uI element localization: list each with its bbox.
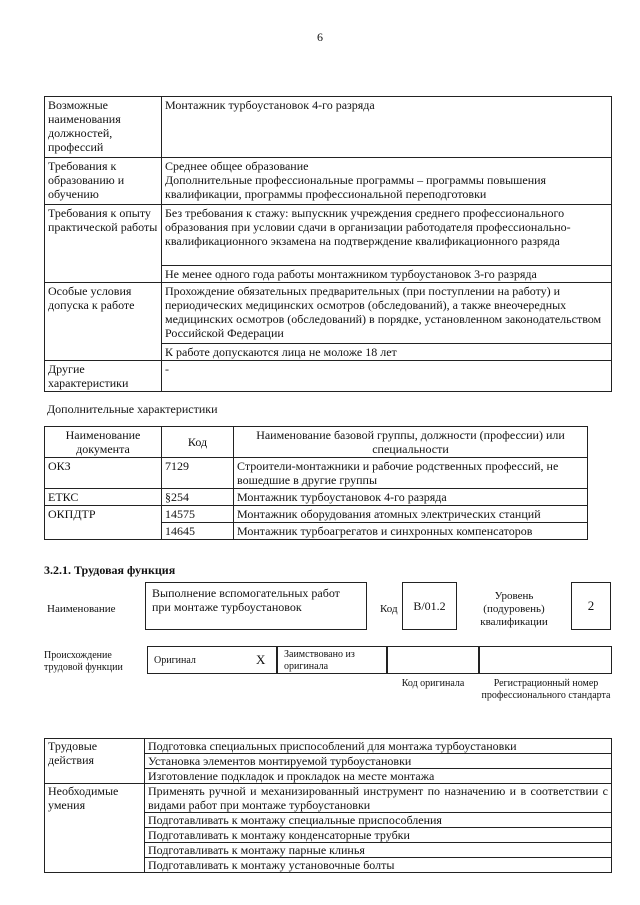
table-cell: 7129 [162,458,234,489]
level-box: 2 [571,582,611,630]
list-item: Подготавливать к монтажу конденсаторные трубки [145,828,612,843]
row-label: Требования к образованию и обучению [45,158,162,205]
reg-number-box [479,646,612,674]
code-original-box [387,646,479,674]
qualification-table [44,96,612,392]
reg-number-caption: Регистрационный номер профессионального стандарта [481,678,611,701]
row-value: Монтажник турбоустановок 4-го разряда [162,97,612,158]
table-row [45,739,612,754]
list-item: Применять ручной и механизированный инструмент по назначению и в соответствии с видами работ при монтаже турбоустановки [145,784,612,813]
origin-label: Происхождение трудовой функции [44,650,123,673]
row-value: Без требования к стажу: выпускник учреждения среднего профессионального образования при условии сдачи в организации работодателя профессионально-квалификационного экзамена на подтверждение квалификационного разряда [162,205,612,266]
table-cell: Монтажник оборудования атомных электрических станций [234,506,588,523]
row-value: К работе допускаются лица не моложе 18 лет [162,344,612,361]
row-value: Не менее одного года работы монтажником турбоустановок 3-го разряда [162,266,612,283]
table-cell: 14575 [162,506,234,523]
additional-characteristics-title: Дополнительные характеристики [47,402,218,416]
labor-function-table [44,738,612,873]
classifier-table [44,426,588,540]
row-value: Прохождение обязательных предварительных (при поступлении на работу) и периодических медицинских осмотров (обследований), а также внеочередных медицинских осмотров (обследований) в порядке, установленном законодательством Российской Федерации [162,283,612,344]
table-row [45,205,612,266]
borrowed-cell [277,646,387,674]
table-row [45,489,588,506]
table-row [45,158,612,205]
column-header: Код [162,427,234,458]
row-label: Возможные наименования должностей, профессий [45,97,162,158]
table-cell: Монтажник турбоагрегатов и синхронных компенсаторов [234,523,588,540]
list-item: Подготавливать к монтажу установочные болты [145,858,612,873]
table-header-row [45,427,588,458]
table-row [45,458,588,489]
borrowed-label: Заимствовано из оригинала [284,649,355,672]
list-item: Изготовление подкладок и прокладок на месте монтажа [145,769,612,784]
list-item: Установка элементов монтируемой турбоустановки [145,754,612,769]
row-value: - [162,361,612,392]
table-row [45,283,612,344]
table-row [45,784,612,813]
list-item: Подготовка специальных приспособлений для монтажа турбоустановки [145,739,612,754]
code-label: Код [380,603,398,615]
row-label: Требования к опыту практической работы [45,205,162,283]
table-row [45,361,612,392]
name-label: Наименование [47,603,116,615]
table-cell: Строители-монтажники и рабочие родственных профессий, не вошедшие в другие группы [234,458,588,489]
table-cell: ЕТКС [45,489,162,506]
function-name-box: Выполнение вспомогательных работ при монтаже турбоустановок [145,582,367,630]
table-row [45,97,612,158]
original-label: Оригинал [154,655,196,666]
group-label: Трудовые действия [45,739,145,784]
table-cell: ОКЗ [45,458,162,489]
code-original-caption: Код оригинала [401,678,465,689]
group-label: Необходимые умения [45,784,145,873]
table-cell: §254 [162,489,234,506]
list-item: Подготавливать к монтажу специальные приспособления [145,813,612,828]
table-cell: Монтажник турбоустановок 4-го разряда [234,489,588,506]
table-row [45,506,588,523]
table-cell: ОКПДТР [45,506,162,540]
row-value: Среднее общее образование Дополнительные профессиональные программы – программы повышения квалификации, программы профессиональной переподготовки [162,158,612,205]
row-label: Особые условия допуска к работе [45,283,162,361]
column-header: Наименование базовой группы, должности (профессии) или специальности [234,427,588,458]
column-header: Наименование документа [45,427,162,458]
section-title: 3.2.1. Трудовая функция [44,563,176,577]
code-box: B/01.2 [402,582,457,630]
table-cell: 14645 [162,523,234,540]
level-label: Уровень (подуровень) квалификации [480,590,548,628]
original-cell [147,646,277,674]
page-number: 6 [317,30,323,44]
original-mark: X [256,652,266,667]
list-item: Подготавливать к монтажу парные клинья [145,843,612,858]
row-label: Другие характеристики [45,361,162,392]
